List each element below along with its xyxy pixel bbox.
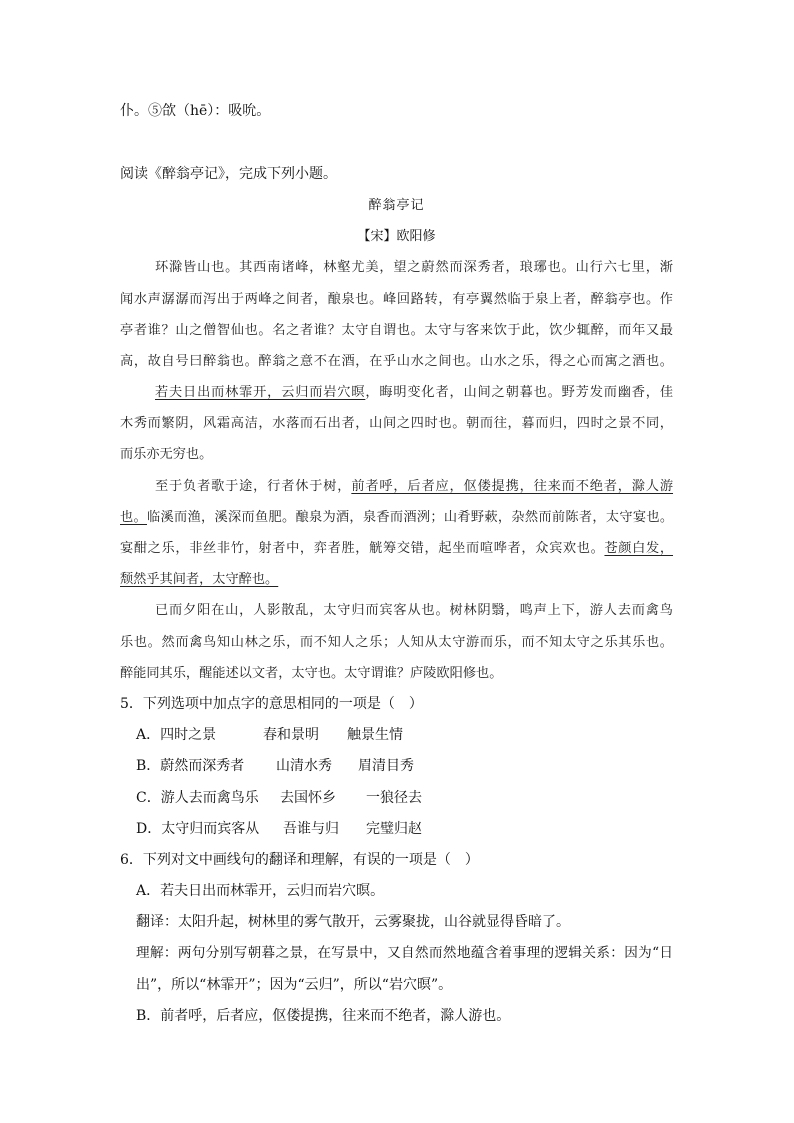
option-item: 触景生情: [347, 727, 403, 744]
option-text: 前者呼，后者应，伛偻提携，往来而不绝者，滁人游也。: [160, 1007, 511, 1024]
option-label: B．: [136, 1007, 161, 1024]
passage-text: 而乐亦无穷也。: [120, 447, 213, 463]
underlined-sentence: 也。: [120, 509, 147, 525]
option-item: 眉清目秀: [358, 758, 414, 775]
option-item: 太守归而宾客从: [161, 820, 260, 837]
passage-text: 木秀而繁阴，风霜高洁，水落而石出者，山间之四时也。朝而往，暮而归，四时之景不同，: [120, 416, 673, 432]
passage-line: [120, 502, 673, 533]
passage-paragraph: [120, 252, 673, 377]
underlined-sentence: 若夫日出而林霏开，云归而岩穴暝: [155, 385, 366, 401]
option-b: [120, 751, 673, 782]
option-understanding: [120, 938, 673, 969]
passage-line: [120, 627, 673, 658]
option-a: [120, 876, 673, 907]
understanding-text: 两句分别写朝暮之景，在写景中，又自然而然地蕴含着事理的逻辑关系：因为“日: [177, 945, 674, 962]
option-understanding-continued: [120, 970, 673, 1001]
underlined-sentence: 苍颜白发，: [604, 541, 674, 557]
understanding-label: 理解：: [136, 945, 178, 962]
passage-text: 乐也。然而禽鸟知山林之乐，而不知人之乐；人知从太守游而乐，而不知太守之乐其乐也。: [120, 634, 673, 650]
passage-text: 高，故自号曰醉翁也。醉翁之意不在酒，在乎山水之间也。山水之乐，得之心而寓之酒也。: [120, 353, 673, 369]
question-number: 5．: [120, 695, 143, 712]
option-a: [120, 720, 673, 751]
question-text: 下列对文中画线句的翻译和理解，有误的一项是（ ）: [142, 851, 479, 868]
option-item: 蔚然而深秀者: [160, 758, 245, 775]
passage-text: 醉能同其乐，醒能述以文者，太守也。太守谓谁？庐陵欧阳修也。: [120, 665, 503, 681]
document-body: [120, 96, 673, 1032]
passage-paragraph: [120, 471, 673, 596]
option-item: 一狼径去: [366, 789, 422, 806]
option-c: [120, 783, 673, 814]
passage-title: 醉翁亭记: [368, 197, 425, 213]
question-stem: [120, 689, 673, 720]
passage-line: [120, 408, 673, 439]
passage-line: [120, 252, 673, 283]
footnote-text: 仆。⑤欱（hē）：吸吮。: [120, 103, 271, 120]
blank-line: [120, 128, 673, 159]
passage-line: [120, 471, 673, 502]
option-d: [120, 814, 673, 845]
underlined-sentence: 前者呼，后者应，伛偻提携，往来而不绝者，滁人游: [351, 478, 674, 494]
passage-line: [120, 564, 673, 595]
option-item: 去国怀乡: [280, 789, 336, 806]
passage-line: [120, 377, 673, 408]
option-b: [120, 1001, 673, 1032]
passage-paragraph: [120, 595, 673, 689]
question-6: [120, 845, 673, 1032]
passage-text: 环滁皆山也。其西南诸峰，林壑尤美，望之蔚然而深秀者，琅琊也。山行六七里，渐: [155, 260, 673, 276]
question-number: 6．: [120, 851, 143, 868]
passage-line: [120, 595, 673, 626]
passage-text: 闻水声潺潺而泻出于两峰之间者，酿泉也。峰回路转，有亭翼然临于泉上者，醉翁亭也。作: [120, 291, 673, 307]
passage-line: [120, 315, 673, 346]
option-item: 吾谁与归: [283, 820, 339, 837]
passage-line: [120, 346, 673, 377]
question-5: [120, 689, 673, 845]
passage-line: [120, 284, 673, 315]
option-translation: [120, 907, 673, 938]
passage-paragraph: [120, 377, 673, 471]
passage-line: [120, 533, 673, 564]
passage-text: 亭者谁？山之僧智仙也。名之者谁？太守自谓也。太守与客来饮于此，饮少辄醉，而年又最: [120, 322, 673, 338]
passage-text: 宴酣之乐，非丝非竹，射者中，弈者胜，觥筹交错，起坐而喧哗者，众宾欢也。: [120, 541, 605, 557]
passage-line: [120, 658, 673, 689]
passage-text: ，晦明变化者，山间之朝暮也。野芳发而幽香，佳: [365, 385, 674, 401]
option-label: C．: [136, 789, 161, 806]
passage-author: 【宋】欧阳修: [357, 229, 436, 245]
reading-instruction: 阅读《醉翁亭记》，完成下列小题。: [120, 165, 337, 182]
option-item: 四时之景: [160, 727, 217, 744]
translation-label: 翻译：: [136, 914, 178, 931]
option-text: 若夫日出而林霏开，云归而岩穴暝。: [160, 883, 385, 900]
option-item: 完璧归赵: [366, 820, 422, 837]
option-label: A．: [136, 727, 161, 744]
passage: [120, 190, 673, 689]
understanding-text: 出”，所以“林霏开”；因为“云归”，所以“岩穴暝”。: [136, 976, 453, 993]
option-label: A．: [136, 883, 161, 900]
translation-text: 太阳升起，树林里的雾气散开，云雾聚拢，山谷就显得昏暗了。: [178, 914, 570, 931]
passage-text: 临溪而渔，溪深而鱼肥。酿泉为酒，泉香而酒洌；山肴野蔌，杂然而前陈者，太守宴也。: [147, 509, 674, 525]
option-label: B．: [136, 758, 161, 775]
question-text: 下列选项中加点字的意思相同的一项是（ ）: [142, 695, 423, 712]
underlined-sentence: 颓然乎其间者，太守醉也。: [120, 572, 279, 588]
question-stem: [120, 845, 673, 876]
option-item: 春和景明: [263, 727, 319, 744]
passage-text: 已而夕阳在山，人影散乱，太守归而宾客从也。树林阴翳，鸣声上下，游人去而禽鸟: [155, 603, 673, 619]
passage-text: 至于负者歌于途，行者休于树，: [155, 478, 352, 494]
option-item: 游人去而禽鸟乐: [160, 789, 259, 806]
option-item: 山清水秀: [276, 758, 332, 775]
passage-line: [120, 439, 673, 470]
option-label: D．: [136, 820, 162, 837]
